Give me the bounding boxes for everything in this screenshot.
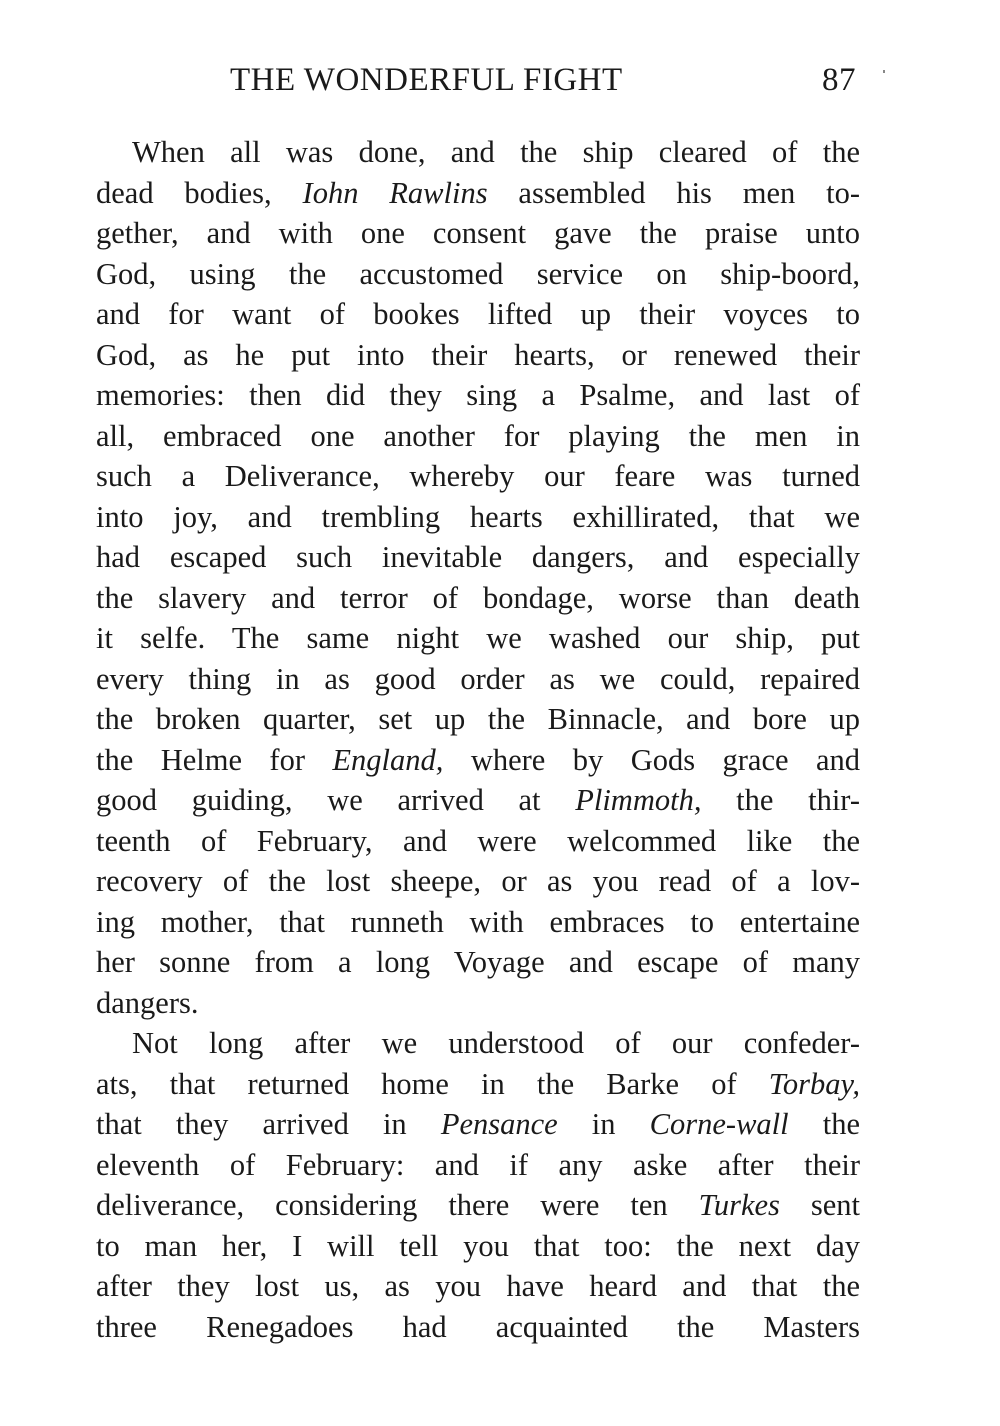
- text-segment: God, using the accustomed service on ship-boord,: [96, 256, 860, 291]
- text-line: [96, 254, 860, 295]
- italic-text: Iohn Rawlins: [302, 175, 488, 210]
- text-segment: three Renegadoes had acquainted the Masters: [96, 1309, 860, 1344]
- text-line: [96, 294, 860, 335]
- paragraph: [96, 1023, 860, 1347]
- print-speck: [883, 70, 885, 73]
- italic-text: England,: [332, 742, 444, 777]
- text-segment: such a Deliverance, whereby our feare was turned: [96, 459, 860, 493]
- text-segment: the Helme for: [96, 742, 333, 777]
- text-segment: into joy, and trembling hearts exhillirated, that we: [96, 499, 860, 534]
- italic-text: Plimmoth,: [575, 783, 702, 817]
- text-segment: in: [557, 1107, 650, 1141]
- paragraph: [96, 132, 860, 1023]
- italic-text: Torbay,: [768, 1066, 860, 1101]
- text-segment: Not long after we understood of our confeder-: [132, 1026, 860, 1060]
- page-number: 87: [822, 62, 856, 98]
- text-line: [96, 1023, 860, 1064]
- text-segment: When all was done, and the ship cleared of the: [132, 135, 860, 169]
- text-segment: had escaped such inevitable dangers, and especially: [96, 540, 860, 574]
- text-line: [96, 132, 860, 173]
- text-segment: gether, and with one consent gave the praise unto: [96, 216, 860, 250]
- text-line: [96, 578, 860, 619]
- text-segment: dangers.: [96, 985, 199, 1020]
- text-line: [96, 902, 860, 943]
- text-line: [96, 173, 860, 214]
- text-segment: memories: then did they sing a Psalme, and last of: [96, 378, 860, 412]
- text-line: [96, 1307, 860, 1348]
- text-line: [96, 335, 860, 376]
- italic-text: Corne-wall: [649, 1107, 789, 1141]
- text-line: [96, 1185, 860, 1226]
- text-segment: assembled his men to-: [487, 175, 860, 210]
- text-line: [96, 537, 860, 578]
- text-segment: sent: [779, 1188, 860, 1222]
- text-line: [96, 618, 860, 659]
- text-segment: all, embraced one another for playing the men in: [96, 418, 860, 453]
- text-segment: after they lost us, as you have heard and that the: [96, 1269, 860, 1303]
- text-line: [96, 942, 860, 983]
- text-line: [96, 375, 860, 416]
- text-segment: where by Gods grace and: [443, 742, 861, 777]
- text-segment: eleventh of February: and if any aske after their: [96, 1147, 860, 1182]
- body-text: [96, 132, 860, 1347]
- text-segment: the slavery and terror of bondage, worse than death: [96, 580, 860, 615]
- text-segment: recovery of the lost sheepe, or as you read of a lov-: [96, 864, 860, 898]
- text-segment: ing mother, that runneth with embraces to entertaine: [96, 904, 860, 939]
- text-segment: teenth of February, and were welcommed like the: [96, 823, 860, 858]
- text-line: [96, 1226, 860, 1267]
- text-segment: to man her, I will tell you that too: the next day: [96, 1228, 860, 1263]
- text-line: [96, 1064, 860, 1105]
- text-line: [96, 861, 860, 902]
- italic-text: Turkes: [698, 1188, 780, 1222]
- text-line: [96, 780, 860, 821]
- text-segment: deliverance, considering there were ten: [96, 1188, 699, 1222]
- text-segment: every thing in as good order as we could, repaired: [96, 661, 860, 696]
- text-line: [96, 213, 860, 254]
- text-segment: the thir-: [701, 783, 860, 817]
- running-title: THE WONDERFUL FIGHT: [230, 62, 623, 98]
- text-line: [96, 456, 860, 497]
- text-line: [96, 497, 860, 538]
- text-segment: that they arrived in: [96, 1107, 441, 1141]
- text-line: [96, 1145, 860, 1186]
- text-line: [96, 699, 860, 740]
- text-segment: it selfe. The same night we washed our ship, put: [96, 621, 860, 655]
- text-segment: ats, that returned home in the Barke of: [96, 1066, 769, 1101]
- text-segment: and for want of bookes lifted up their voyces to: [96, 297, 860, 331]
- text-segment: God, as he put into their hearts, or renewed their: [96, 337, 860, 372]
- text-segment: dead bodies,: [96, 175, 303, 210]
- text-line: [96, 659, 860, 700]
- text-segment: her sonne from a long Voyage and escape of many: [96, 945, 860, 979]
- text-line: [96, 821, 860, 862]
- text-line: [96, 416, 860, 457]
- italic-text: Pensance: [440, 1107, 558, 1141]
- text-segment: good guiding, we arrived at: [96, 783, 576, 817]
- text-line: [96, 983, 860, 1024]
- text-segment: the: [788, 1107, 860, 1141]
- text-line: [96, 1266, 860, 1307]
- text-line: [96, 1104, 860, 1145]
- running-head: [96, 62, 860, 106]
- text-line: [96, 740, 860, 781]
- text-segment: the broken quarter, set up the Binnacle, and bore up: [96, 702, 860, 736]
